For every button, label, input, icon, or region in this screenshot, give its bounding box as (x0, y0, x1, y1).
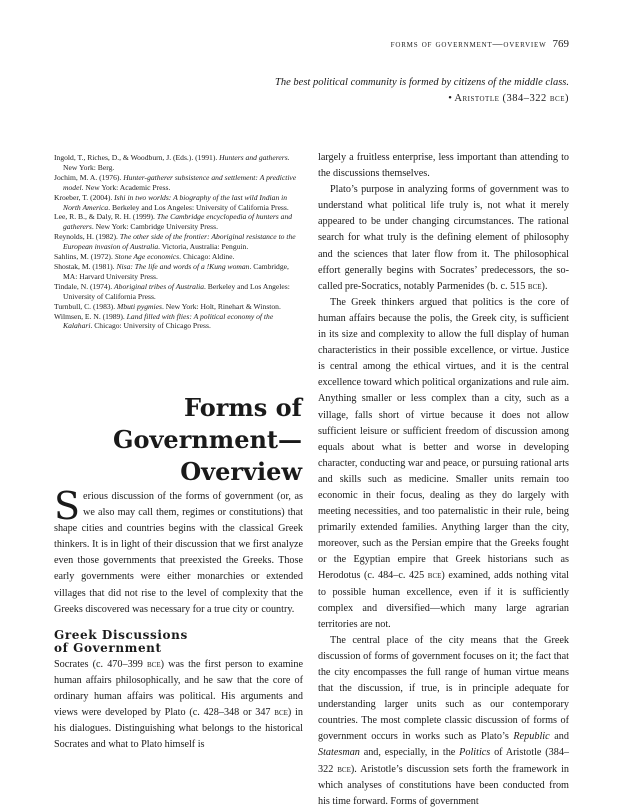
section-heading-line: of Government (54, 641, 162, 655)
bullet-separator: • (448, 92, 452, 104)
reference-publisher: . New York: Berg. (63, 153, 290, 172)
reference-title: Aboriginal tribes of Australia (114, 281, 204, 291)
running-head-title: forms of government—overview (390, 39, 547, 50)
reference-title: The Cambridge encyclopedia of hunters and gatherers (63, 212, 293, 232)
reference-publisher: . New York: Cambridge University Press. (91, 222, 218, 232)
reference-authors: Ingold, T., Riches, D., & Woodburn, J. (Eds.). (1991). (54, 153, 220, 162)
reference-entry (54, 302, 302, 312)
reference-authors: Kroeber, T. (2004). (54, 192, 115, 202)
chapter-title-line: Government— (112, 425, 302, 454)
body-text: of Aristotle (384–322 (318, 747, 570, 775)
paragraph (318, 150, 569, 182)
reference-authors: Sahlins, M. (1972). (54, 252, 115, 262)
reference-entry (54, 153, 302, 173)
reference-authors: Shostak, M. (1981). (54, 261, 117, 271)
reference-entry (54, 212, 302, 232)
reference-authors: Jochim, M. A. (1976). (54, 172, 124, 182)
reference-publisher: . New York: Holt, Rinehart & Winston. (161, 301, 281, 311)
reference-publisher: . Chicago: University of Chicago Press. (90, 321, 211, 331)
reference-authors: Wilmsen, E. N. (1989). (54, 311, 127, 321)
reference-entry (54, 173, 302, 193)
body-text: Socrates (c. 470–399 (54, 659, 147, 670)
work-title: Politics (459, 747, 491, 759)
body-text: ) in his dialogues. Distinguishing what belongs to the historical Socrates and what to Plato himself is (54, 707, 303, 751)
reference-entry (54, 262, 302, 282)
body-text: and (549, 731, 569, 743)
chapter-title (54, 392, 302, 488)
reference-entry (54, 282, 302, 302)
era-label: bce (427, 571, 442, 582)
intro-text: erious discussion of the forms of government (or, as we also may call them, regimes or constitutions) that shape cities and countries begins with the classical Greek thinkers. It is in light of their discussion that we first analyze even those governments that preexisted the Greeks. Those early governments were either monarchies or extended villages that did not rise to the level of complexity that the Greeks discovered was necessary for a true city or country. (54, 491, 303, 615)
body-text: ). Aristotle’s discussion sets forth the framework in which analyses of constitutions have been conducted from his time forward. Forms of government (318, 763, 570, 807)
reference-publisher: . Berkeley and Los Angeles: University of California Press. (108, 202, 289, 212)
reference-title: The other side of the frontier: Aboriginal resistance to the European invasion of Australia (63, 232, 296, 252)
chapter-title-line: Overview (180, 457, 302, 486)
reference-entry (54, 312, 302, 332)
running-head (391, 38, 569, 50)
paragraph (318, 182, 569, 295)
reference-title: Ishi in two worlds: A biography of the last wild Indian in North America (63, 192, 288, 212)
epigraph (269, 75, 569, 106)
paragraph (318, 633, 569, 810)
section-body-paragraph (54, 657, 303, 754)
body-text: Plato’s purpose in analyzing forms of government was to understand what political life truly is, not what it merely appeared to be under changing circumstances. The rational search for what truly is the defining element of philosophy and the sciences that later flow from it. The philosophical effort generally begins with Socrates’ predecessors, the so-called pre-Socratics, notably Parmenides (b. c. 515 (318, 184, 569, 292)
reference-publisher: . Berkeley and Los Angeles: University of California Press. (63, 281, 290, 301)
reference-authors: Turnbull, C. (1983). (54, 301, 118, 311)
reference-title: Land filled with flies: A political economy of the Kalahari (63, 311, 274, 331)
reference-publisher: . Victoria, Australia: Penguin. (158, 242, 249, 252)
era-label: bce (146, 660, 161, 670)
body-text: ). (541, 280, 548, 292)
era-label: bce (337, 764, 351, 775)
intro-paragraph (54, 484, 303, 618)
reference-publisher: . Cambridge, MA: Harvard University Press. (63, 261, 289, 281)
body-text: The central place of the city means that the Greek discussion of forms of government focuses on it; the fact that the city encompasses the full range of human virtue means that the discussion, if true, is in principle adequate for understanding larger units such as our contemporary countries. The most complete classic discussion of forms of government occurs in works such as Plato’s (318, 634, 569, 743)
chapter-title-line: Forms of (184, 393, 302, 422)
era-label: bce (274, 708, 288, 719)
reference-publisher: . New York: Academic Press. (81, 182, 171, 192)
body-text: The Greek thinkers argued that politics is the core of human affairs because the polis, the Greek city, is sufficient in its size and complexity to allow the full display of human characteristics in their possible excellence, or virtue. Justice is central among the ethical virtues, and it is the central excellence toward which political organizations and rule aim. Anything smaller or less complex than a city, such as a village, falls short of virtue because it does not allow sufficient leisure or sufficient freedom of discussion among equals about what is better and worse in developing character, conducting war and peace, or pursuing rational arts and skills such as medicine. Smaller units remain too economic in their focus, dealing as they do largely with meeting necessities, and too paternalistic in their rule, being primarily extended families. Anything larger than the city, moreover, such as the Persian empire that the Greeks fought or the Egyptian empire that Greek historians such as Herodotus (c. 484–c. 425 (318, 296, 569, 582)
reference-title: Hunter-gatherer subsistence and settlement: A predictive model (63, 172, 297, 192)
epigraph-attribution: Aristotle (384–322 bce) (454, 92, 569, 104)
reference-title: Hunters and gatherers (219, 153, 288, 162)
right-column (318, 150, 569, 810)
reference-list (54, 153, 302, 331)
reference-entry (54, 232, 302, 252)
body-text: largely a fruitless enterprise, less important than attending to the discussions themselves. (318, 152, 569, 180)
reference-title: Nisa: The life and words of a !Kung woman (116, 261, 250, 271)
reference-entry (54, 252, 302, 262)
reference-publisher: . Chicago: Aldine. (179, 252, 235, 262)
body-text: ) examined, adds nothing vital to possible human excellence, even if it is sufficiently complex and diversified—which many large agrarian territories are not. (318, 570, 569, 630)
work-title: Statesman (318, 747, 360, 759)
reference-title: Mbuti pygmies (117, 301, 162, 311)
section-heading-line: Greek Discussions (54, 628, 188, 642)
section-heading (54, 629, 303, 655)
page-number: 769 (552, 38, 569, 50)
work-title: Republic (513, 731, 550, 743)
drop-cap: S (54, 484, 81, 528)
paragraph (318, 295, 569, 633)
body-text: and, especially, in the (359, 747, 460, 759)
reference-title: Stone Age economics (114, 252, 180, 262)
body-text: ) was the first person to examine human affairs philosophically, and he saw that the core of ordinary human affairs was political. His arguments and views were developed by Plato (c. 428–348 or 347 (54, 659, 303, 719)
reference-authors: Reynolds, H. (1982). (54, 232, 120, 242)
reference-entry (54, 193, 302, 213)
era-label: bce (527, 281, 542, 292)
epigraph-quote: The best political community is formed by citizens of the middle class. (275, 77, 569, 88)
reference-authors: Lee, R. B., & Daly, R. H. (1999). (54, 212, 157, 222)
reference-authors: Tindale, N. (1974). (54, 281, 115, 291)
